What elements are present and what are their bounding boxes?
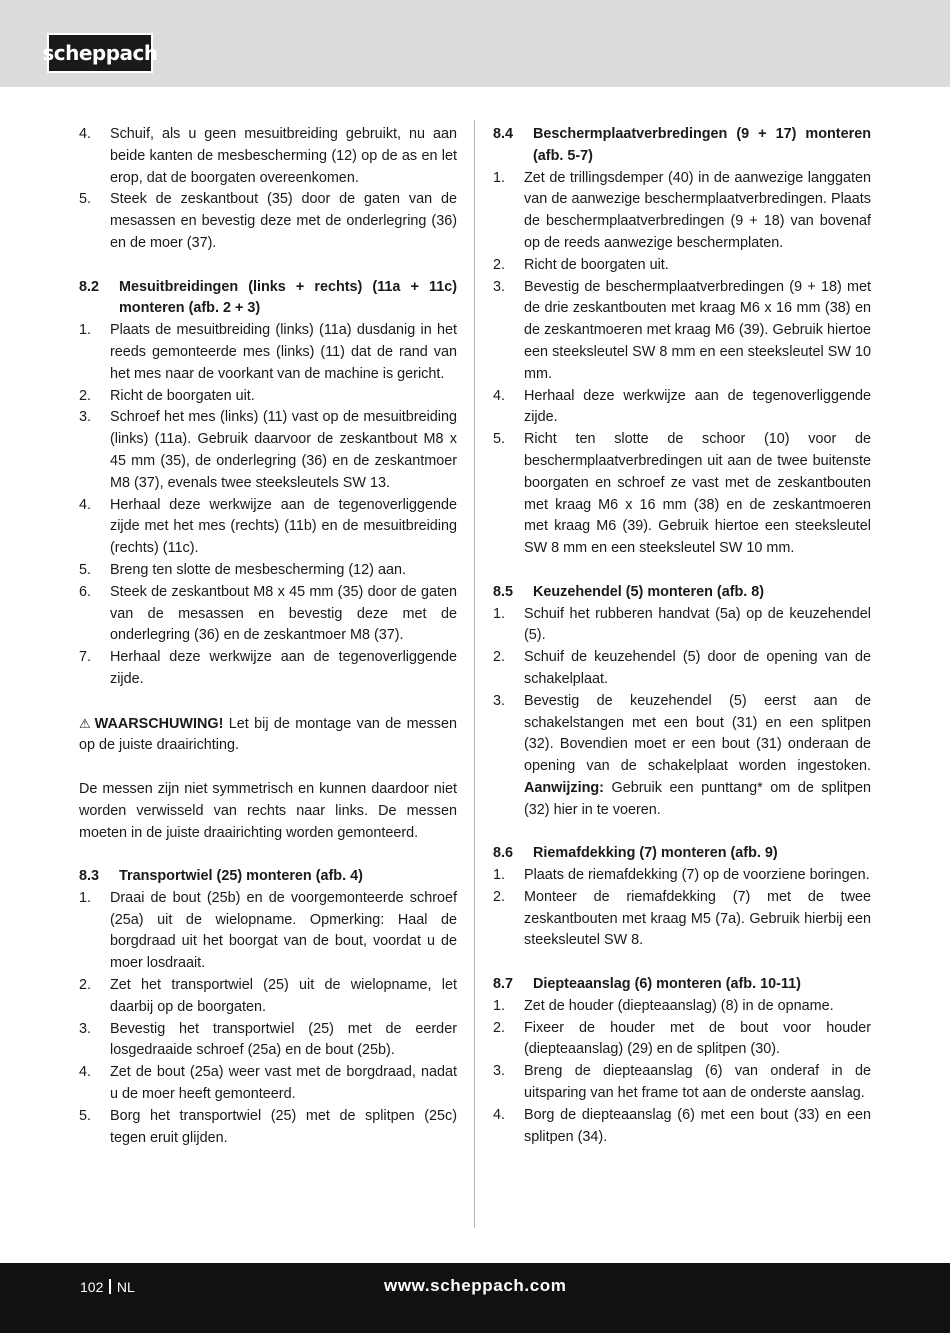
step-text: Plaats de riemafdekking (7) op de voorziene boringen. (524, 867, 870, 884)
list-item (493, 168, 871, 255)
list-item (493, 647, 871, 691)
step-text: Draai de bout (25b) en de voorgemonteerde schroef (25a) uit de wielopname. Opmerking: Haal de borgdraad uit het boorgat van de bout, voordat u de moer losdraait. (110, 889, 457, 972)
step-number: 2. (493, 649, 506, 666)
page-header (0, 0, 950, 87)
section-8-3-steps (79, 888, 457, 1150)
step-text: Herhaal deze werkwijze aan de tegenoverliggende zijde. (110, 649, 457, 687)
section-heading-8-6 (493, 843, 871, 865)
step-number: 1. (79, 322, 92, 339)
step-number: 1. (493, 997, 506, 1014)
list-item (79, 560, 457, 582)
step-number: 6. (79, 583, 92, 600)
step-text: Zet de houder (diepteaanslag) (8) in de opname. (524, 997, 834, 1014)
step-text: Richt de boorgaten uit. (110, 387, 255, 404)
step-number: 1. (79, 889, 92, 906)
note-label: Aanwijzing: (524, 779, 604, 796)
spacer (493, 952, 871, 974)
section-title: Riemafdekking (7) monteren (afb. 9) (533, 845, 778, 862)
step-number: 5. (493, 431, 506, 448)
list-item (79, 495, 457, 560)
list-item (493, 691, 871, 822)
step-number: 2. (493, 256, 506, 273)
list-item (79, 1019, 457, 1063)
step-text: Zet de trillingsdemper (40) in de aanwezige langgaten van de aanwezige beschermplaatverbredingen. Plaats de beschermplaatverbredingen (9 + 18) van bovenaf op de reeds aanwezige beschermplaten. (524, 169, 871, 251)
section-heading-8-7 (493, 974, 871, 996)
list-item (493, 1018, 871, 1062)
intro-steps (79, 124, 457, 255)
step-text: Schuif de keuzehendel (5) door de opening van de schakelplaat. (524, 649, 871, 687)
step-text: Bevestig de keuzehendel (5) eerst aan de schakelstangen met een bout (31) en een splitpen (32). Bovendien moet er een bout (31) onderaan de opening van de schakelplaat worden ingestoken. (524, 692, 871, 775)
body-paragraph: De messen zijn niet symmetrisch en kunnen daardoor niet worden verwisseld van rechts naar links. De messen moeten in de juiste draairichting worden gemonteerd. (79, 780, 457, 841)
list-item (493, 865, 871, 887)
step-number: 1. (493, 867, 506, 884)
step-number: 3. (493, 1063, 506, 1080)
step-number: 2. (79, 977, 92, 994)
page-info (80, 1279, 135, 1295)
list-item (493, 996, 871, 1018)
step-text: Steek de zeskantbout M8 x 45 mm (35) door de gaten van de mesassen en bevestig deze met de onderlegring (36) en de zeskantmoer M8 (37). (110, 583, 457, 644)
step-text: Bevestig de beschermplaatverbredingen (9 + 18) met de drie zeskantbouten met kraag M6 x 16 mm (38) en de zeskantmoeren met kraag M6 (39). Gebruik hiertoe een steeksleutel SW 8 mm en een steeksleutel SW 10 mm. (524, 278, 871, 382)
section-title: Mesuitbreidingen (links + rechts) (11a + 11c) monteren (afb. 2 + 3) (119, 278, 457, 317)
list-item (493, 255, 871, 277)
section-number: 8.6 (493, 845, 514, 862)
step-text: Fixeer de houder met de bout voor houder (diepteaanslag) (29) en de splitpen (30). (524, 1019, 871, 1058)
step-text: Bevestig het transportwiel (25) met de eerder losgedraaide schroef (25a) en de bout (25b). (110, 1020, 457, 1059)
list-item (493, 429, 871, 560)
list-item (79, 582, 457, 647)
list-item (79, 386, 457, 408)
step-number: 2. (79, 387, 92, 404)
list-item (79, 189, 457, 254)
step-text: Schuif, als u geen mesuitbreiding gebruikt, nu aan beide kanten de mesbescherming (12) op de as en let erop, dat de boorgaten overeenkomen. (110, 126, 457, 186)
list-item (79, 1062, 457, 1106)
page-number: 102 (80, 1279, 104, 1295)
step-number: 7. (79, 649, 92, 666)
left-column (79, 124, 457, 1149)
list-item (79, 407, 457, 494)
section-number: 8.3 (79, 868, 100, 885)
step-number: 3. (79, 1020, 92, 1037)
list-item (79, 1106, 457, 1150)
step-number: 5. (79, 1107, 92, 1124)
list-item (79, 320, 457, 385)
step-text: Richt de boorgaten uit. (524, 256, 669, 273)
section-title: Keuzehendel (5) monteren (afb. 8) (533, 583, 765, 600)
step-number: 4. (79, 126, 92, 142)
spacer (493, 560, 871, 582)
step-number: 4. (493, 1106, 506, 1123)
step-text: Schroef het mes (links) (11) vast op de mesuitbreiding (links) (11a). Gebruik daarvoor de zeskantbout M8 x 45 mm (35), de onderlegring (36) en de zeskantmoer M8 (37), evenals twee steeksleutels SW 13. (110, 409, 457, 491)
page-separator (109, 1279, 111, 1294)
step-text: Breng ten slotte de mesbescherming (12) aan. (110, 561, 406, 578)
step-number: 2. (493, 888, 506, 905)
scheppach-logo (42, 33, 158, 73)
list-item (493, 277, 871, 386)
step-text: Schuif het rubberen handvat (5a) op de keuzehendel (5). (524, 605, 871, 644)
page-footer (0, 1263, 950, 1333)
note-text: Gebruik een punttang* om de splitpen (32) hier in te voeren. (524, 779, 871, 818)
section-8-7-steps (493, 996, 871, 1149)
language-code: NL (116, 1279, 135, 1295)
section-8-4-steps (493, 168, 871, 560)
step-number: 3. (79, 409, 92, 426)
step-text: Borg het transportwiel (25) met de splitpen (25c) tegen eruit glijden. (110, 1107, 457, 1146)
section-number: 8.2 (79, 278, 100, 295)
step-text: Monteer de riemafdekking (7) met de twee zeskantbouten met kraag M5 (7a). Gebruik hierbij een steeksleutel SW 8. (524, 888, 871, 949)
list-item (493, 1105, 871, 1149)
step-number: 5. (79, 191, 92, 208)
step-number: 3. (493, 692, 506, 709)
step-number: 1. (493, 169, 506, 186)
step-text: Herhaal deze werkwijze aan de tegenoverliggende zijde met het mes (rechts) (11b) en de mesuitbreiding (rechts) (11c). (110, 496, 457, 557)
website-link[interactable]: www.scheppach.com (384, 1276, 567, 1295)
step-text: Richt ten slotte de schoor (10) voor de beschermplaatverbredingen uit aan de twee buitenste boorgaten en schroef ze vast met de zeskantbouten met kraag M6 x 16 mm (38) en de zeskantmoeren met kraag M6 (39). Gebruik hiertoe een steeksleutel SW 8 mm en een steeksleutel SW 10 mm. (524, 431, 871, 557)
step-number: 4. (493, 387, 506, 404)
section-title: Diepteaanslag (6) monteren (afb. 10-11) (533, 976, 801, 993)
step-text: Zet de bout (25a) weer vast met de borgdraad, nadat u de moer heeft gemonteerd. (110, 1064, 457, 1103)
spacer (79, 255, 457, 277)
list-item (79, 975, 457, 1019)
list-item (493, 386, 871, 430)
step-number: 3. (493, 278, 506, 295)
right-column (493, 124, 871, 1148)
section-heading-8-3 (79, 866, 457, 888)
section-number: 8.4 (493, 126, 514, 142)
logo-text: scheppach (42, 41, 158, 65)
step-number: 1. (493, 605, 506, 622)
list-item (493, 1061, 871, 1105)
step-number: 4. (79, 496, 92, 513)
step-text: Herhaal deze werkwijze aan de tegenoverliggende zijde. (524, 387, 871, 426)
section-8-6-steps (493, 865, 871, 952)
step-number: 2. (493, 1019, 506, 1036)
section-heading-8-4 (493, 124, 871, 168)
warning-label: WAARSCHUWING! (94, 715, 224, 732)
warning-text: Let bij de montage van de messen op de juiste draairichting. (79, 715, 457, 754)
section-heading-8-2 (79, 277, 457, 321)
section-heading-8-5 (493, 582, 871, 604)
spacer (493, 822, 871, 844)
step-text: Zet het transportwiel (25) uit de wielopname, let daarbij op de boorgaten. (110, 977, 457, 1015)
step-text: Plaats de mesuitbreiding (links) (11a) dusdanig in het reeds gemonteerde mes (links) (11) dat de rand van het mes naar de voorkant van de machine is gericht. (110, 322, 457, 382)
step-text: Breng de diepteaanslag (6) van onderaf in de uitsparing van het frame tot aan de onderste aanslag. (524, 1063, 871, 1102)
list-item (493, 887, 871, 952)
section-8-5-steps (493, 604, 871, 822)
section-title: Beschermplaatverbredingen (9 + 17) monteren (afb. 5-7) (533, 126, 871, 164)
section-8-2-steps (79, 320, 457, 691)
step-text-with-note (524, 691, 871, 822)
column-divider (474, 120, 475, 1228)
list-item (493, 604, 871, 648)
spacer (79, 844, 457, 866)
warning-triangle-icon: ⚠ (79, 715, 91, 731)
section-number: 8.5 (493, 583, 514, 600)
step-text: Steek de zeskantbout (35) door de gaten van de mesassen en bevestig deze met de onderlegring (36) en de moer (37). (110, 191, 457, 251)
step-text: Borg de diepteaanslag (6) met een bout (33) en een splitpen (34). (524, 1106, 871, 1145)
list-item (79, 124, 457, 189)
list-item (79, 888, 457, 975)
list-item (79, 647, 457, 691)
spacer (79, 757, 457, 779)
section-number: 8.7 (493, 976, 514, 993)
step-number: 4. (79, 1064, 92, 1081)
warning-paragraph (79, 713, 457, 758)
spacer (79, 691, 457, 713)
section-title: Transportwiel (25) monteren (afb. 4) (119, 868, 363, 885)
step-number: 5. (79, 561, 92, 578)
